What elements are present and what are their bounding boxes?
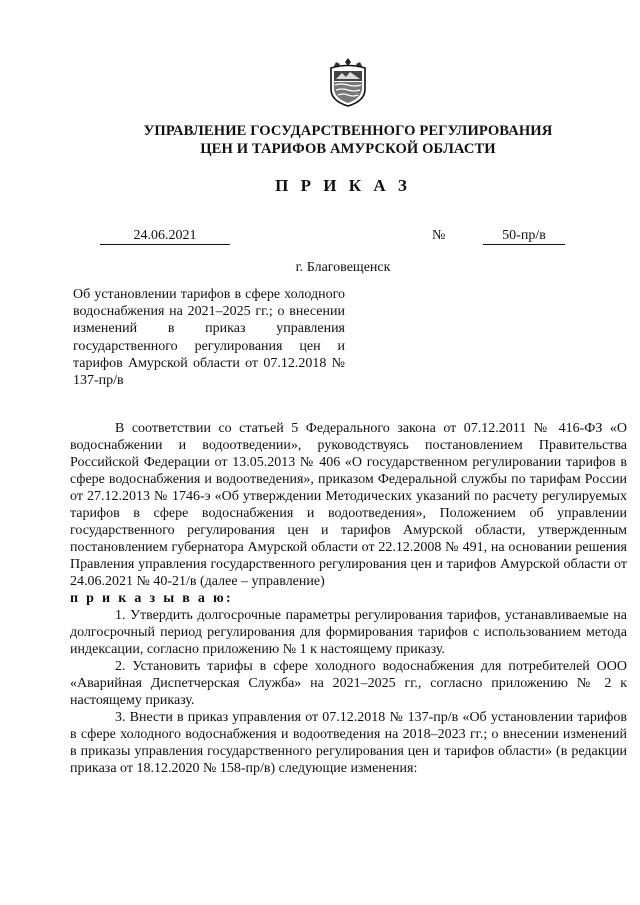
decree-keyword: п р и к а з ы в а ю: bbox=[70, 591, 233, 606]
number-sign: № bbox=[432, 228, 446, 243]
document-type-title: П Р И К А З bbox=[275, 176, 411, 195]
agency-name-line-1: УПРАВЛЕНИЕ ГОСУДАРСТВЕННОГО РЕГУЛИРОВАНИЯ bbox=[143, 123, 553, 139]
preamble-paragraph: В соответствии со статьей 5 Федерального закона от 07.12.2011 № 416-ФЗ «О водоснабжении и водоотведении», руководствуясь постановлением Правительства Российской Федерации от 13.05.2013 № 406 «О государственном регулировании тарифов в сфере водоснабжения и водоотведения», приказом Федеральной службы по тарифам России от 27.12.2013 № 1746-э «Об утверждении Методических указаний по расчету регулируемых тарифов в сфере водоснабжения и водоотведения», Положением об управлении государственного регулирования цен и тарифов Амурской области, утвержденным постановлением губернатора Амурской области от 22.12.2008 № 491, на основании решения Правления управления государственного регулирования цен и тарифов Амурской области от 24.06.2021 № 40-21/в (далее – управление) bbox=[70, 421, 627, 589]
order-item-2: 2. Установить тарифы в сфере холодного водоснабжения для потребителей ООО «Аварийная Диспетчерская Служба» на 2021–2025 гг., согласно приложению № 2 к настоящему приказу. bbox=[70, 659, 627, 708]
agency-name-line-2: ЦЕН И ТАРИФОВ АМУРСКОЙ ОБЛАСТИ bbox=[200, 141, 496, 157]
order-item-3: 3. Внести в приказ управления от 07.12.2018 № 137-пр/в «Об установлении тарифов в сфере холодного водоснабжения и водоотведения на 2018–2023 гг.; о внесении изменений в приказы управления государственного регулирования цен и тарифов области» (в редакции приказа от 18.12.2020 № 158-пр/в) следующие изменения: bbox=[70, 710, 627, 776]
coat-of-arms-icon bbox=[327, 57, 369, 107]
document-subject: Об установлении тарифов в сфере холодного водоснабжения на 2021–2025 гг.; о внесении изменений в приказ управления государственного регулирования цен и тарифов Амурской области от 07.12.2018 № 137-пр/в bbox=[73, 287, 345, 389]
document-number: 50-пр/в bbox=[483, 227, 565, 245]
order-item-1: 1. Утвердить долгосрочные параметры регулирования тарифов, устанавливаемые на долгосрочный период регулирования для формирования тарифов с использованием метода индексации, согласно приложению № 1 к настоящему приказу. bbox=[70, 608, 627, 657]
city-label: г. Благовещенск bbox=[295, 260, 391, 275]
document-body bbox=[70, 420, 627, 777]
document-date: 24.06.2021 bbox=[100, 227, 230, 245]
